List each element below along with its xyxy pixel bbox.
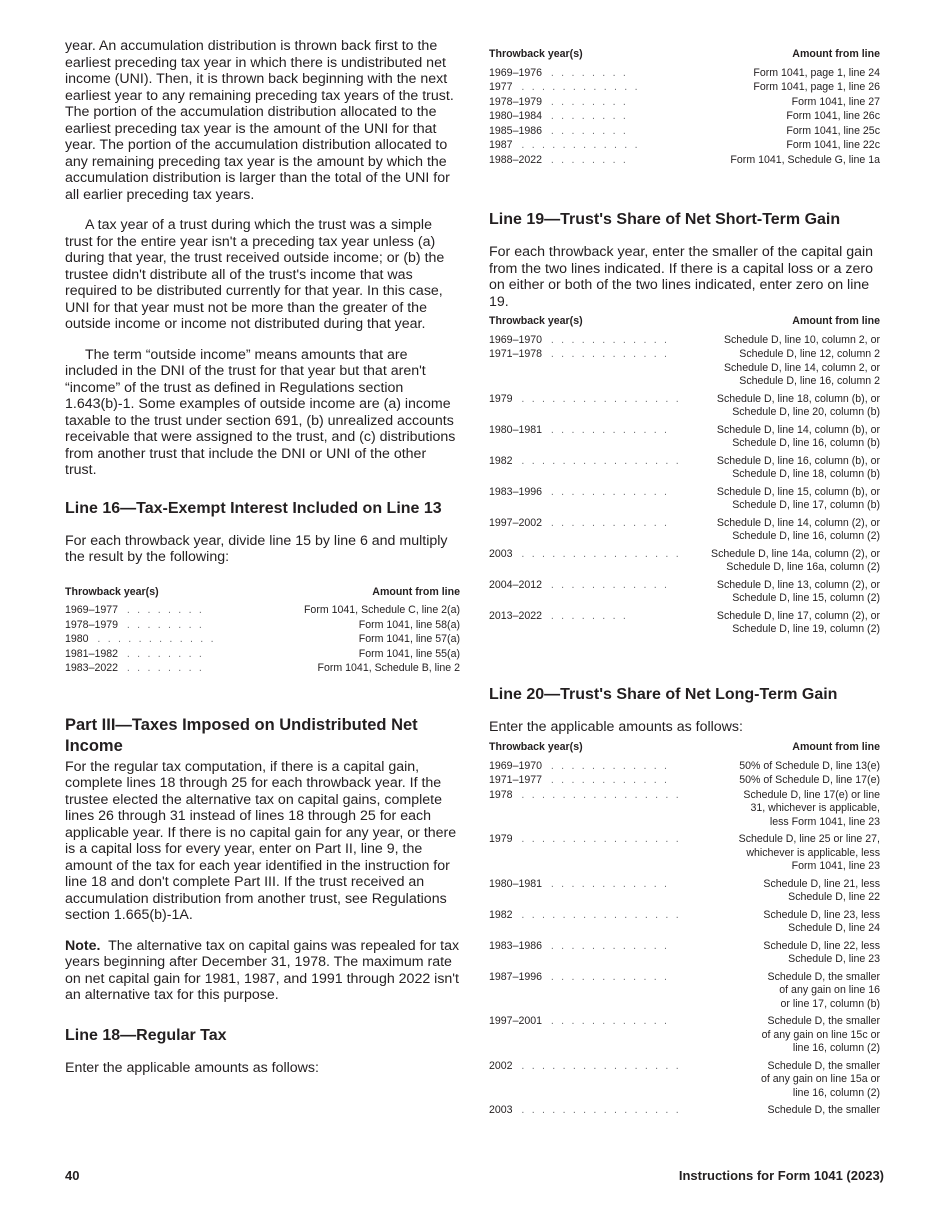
row-year: 1978–1979 — [489, 95, 543, 108]
leader-dots: . . . . . . . . . . . . — [550, 423, 670, 436]
row-amount: Schedule D, line 14, column (b), or Schedule D, line 16, column (b) — [716, 423, 880, 449]
row-amount: 50% of Schedule D, line 13(e) — [739, 759, 880, 772]
row-year: 2004–2012 — [489, 578, 543, 591]
row-year: 1980 — [65, 633, 89, 645]
leader-dots: . . . . . . . . . . . . . . . . — [521, 547, 681, 560]
row-year: 1971–1977 — [489, 774, 543, 786]
leader-dots: . . . . . . . . . . . . . . . . — [521, 1104, 681, 1116]
row-year: 1980–1981 — [489, 877, 543, 890]
leader-dots: . . . . . . . . . . . . — [550, 485, 670, 498]
table-row — [489, 548, 880, 579]
leader-dots: . . . . . . . . . . . . . . . . — [521, 392, 681, 405]
table-header-amount: Amount from line — [792, 48, 880, 60]
row-year: 2002 — [489, 1059, 513, 1072]
table-row — [489, 971, 880, 1016]
row-year: 1977 — [489, 81, 513, 93]
table-row — [489, 1060, 880, 1105]
table-header-year: Throwback year(s) — [65, 585, 159, 598]
table-row — [489, 1104, 880, 1119]
line20-table — [489, 741, 880, 1119]
row-amount: Schedule D, line 15, column (b), or Schedule D, line 17, column (b) — [716, 485, 880, 511]
table-row — [489, 110, 880, 125]
row-amount: Schedule D, line 18, column (b), or Schedule D, line 20, column (b) — [716, 392, 880, 418]
leader-dots: . . . . . . . . — [550, 153, 629, 166]
line16-text: For each throwback year, divide line 15 by line 6 and multiply the result by the following: — [65, 532, 448, 565]
row-year: 1987 — [489, 139, 513, 151]
note-label: Note. — [65, 937, 101, 954]
table-row — [65, 648, 460, 663]
left-column — [65, 38, 460, 1090]
table-row — [489, 517, 880, 548]
row-amount: Form 1041, page 1, line 26 — [753, 81, 880, 93]
leader-dots: . . . . . . . . . . . . — [550, 939, 670, 952]
leader-dots: . . . . . . . . — [550, 95, 629, 108]
leader-dots: . . . . . . . . — [550, 110, 629, 122]
table-header-amount: Amount from line — [792, 741, 880, 753]
row-amount: Schedule D, line 14, column (2), or Schedule D, line 16, column (2) — [716, 516, 880, 542]
line18-heading: Line 18—Regular Tax — [65, 1026, 227, 1044]
line18-text: Enter the applicable amounts as follows: — [65, 1059, 319, 1076]
row-amount: Form 1041, line 22c — [786, 139, 880, 151]
table-row — [489, 610, 880, 641]
line16-heading: Line 16—Tax-Exempt Interest Included on Line 13 — [65, 499, 442, 517]
row-amount: Form 1041, line 26c — [786, 110, 880, 122]
line18-table — [489, 48, 880, 168]
row-amount: Schedule D, the smaller of any gain on line 15a or line 16, column (2) — [761, 1059, 880, 1099]
row-amount: Schedule D, line 22, less Schedule D, line 23 — [763, 939, 880, 965]
table-row — [489, 774, 880, 789]
table-row — [65, 633, 460, 648]
leader-dots: . . . . . . . . . . . . — [550, 578, 670, 591]
table-row — [489, 878, 880, 909]
paragraph-outside-income: The term “outside income” means amounts that are included in the DNI of the trust for that year but that aren't “income” of the trust as defined in Regulations section 1.643(b)-1. Some examples of outside income are (a) income taxable to the trust under section 691, (b) unrealized accounts receivable that were assigned to the trust, and (c) distributions from another trust that include the DNI or UNI of the other trust. — [65, 346, 456, 478]
row-amount: Schedule D, line 21, less Schedule D, line 22 — [763, 877, 880, 903]
leader-dots: . . . . . . . . . . . . . . . . — [521, 908, 681, 921]
row-year: 1988–2022 — [489, 153, 543, 166]
row-year: 1985–1986 — [489, 124, 543, 137]
note-text: The alternative tax on capital gains was repealed for tax years beginning after December 31, 1978. The maximum rate on net capital gain for 1981, 1987, and 1991 through 2022 isn't an alternative tax for this purpose. — [65, 937, 460, 1003]
part3-heading: Part III—Taxes Imposed on Undistributed Net Income — [65, 715, 418, 755]
leader-dots: . . . . . . . . — [550, 66, 629, 79]
leader-dots: . . . . . . . . . . . . . . . . — [521, 454, 681, 467]
line20-text: Enter the applicable amounts as follows: — [489, 718, 743, 735]
table-row — [489, 789, 880, 834]
row-amount: Form 1041, Schedule G, line 1a — [730, 153, 880, 166]
line20-heading: Line 20—Trust's Share of Net Long-Term Gain — [489, 685, 838, 703]
table-row — [489, 455, 880, 486]
leader-dots: . . . . . . . . . . . . — [97, 633, 216, 645]
row-year: 1980–1981 — [489, 423, 543, 436]
row-amount: Schedule D, line 12, column 2 Schedule D, line 14, column 2, or Schedule D, line 16, column 2 — [723, 348, 880, 387]
leader-dots: . . . . . . . . . . . . — [521, 139, 640, 151]
paragraph-simple-trust: A tax year of a trust during which the trust was a simple trust for the entire year isn't a preceding tax year unless (a) during that year, the trust received outside income; or (b) the trustee didn't distribute all of the trust's income that was required to be distributed currently for that year. In this case, UNI for that year must not be more than the greater of the outside income or income not distributed during that year. — [65, 217, 445, 332]
table-row — [489, 139, 880, 154]
row-year: 1997–2001 — [489, 1015, 543, 1027]
table-row — [489, 424, 880, 455]
row-year: 1979 — [489, 833, 513, 845]
table-row — [489, 96, 880, 111]
leader-dots: . . . . . . . . — [126, 647, 205, 660]
table-row — [489, 486, 880, 517]
line19-text: For each throwback year, enter the smaller of the capital gain from the two lines indicated. If there is a capital loss or a zero on either or both of the two lines indicated, enter zero on line 19. — [489, 244, 874, 310]
table-row — [489, 760, 880, 775]
note-paragraph — [65, 938, 460, 1004]
row-year: 1981–1982 — [65, 647, 119, 660]
row-amount: Form 1041, line 58(a) — [358, 618, 460, 631]
table-row — [489, 940, 880, 971]
leader-dots: . . . . . . . . . . . . — [550, 774, 670, 786]
row-year: 1969–1976 — [489, 66, 543, 79]
row-amount: Form 1041, Schedule C, line 2(a) — [303, 604, 460, 616]
part3-text: For the regular tax computation, if there is a capital gain, complete lines 18 through 25 for each throwback year. If the trustee elected the alternative tax on capital gains, complete lines 26 through 31 instead of lines 18 through 25 for each applicable year. If there is no capital gain for any year, or there is a capital loss for every year, enter on Part II, line 9, the amount of the tax for each year identified in the instruction for line 18 and don't complete Part III. If the trust received an accumulation distribution from another trust, see Regulations section 1.665(b)-1A. — [65, 758, 457, 923]
row-year: 2003 — [489, 1104, 513, 1116]
leader-dots: . . . . . . . . — [550, 124, 629, 137]
row-year: 1983–1986 — [489, 939, 543, 952]
table-row — [489, 125, 880, 140]
row-amount: Schedule D, line 17, column (2), or Schedule D, line 19, column (2) — [716, 609, 880, 635]
paragraph-accumulation: year. An accumulation distribution is thrown back first to the earliest preceding tax year in which there is undistributed net income (UNI). Then, it is thrown back beginning with the next earliest year to any remaining preceding tax years of the trust. The portion of the accumulation distribution allocated to the earliest preceding tax year is the amount of the UNI for that year. The portion of the accumulation distribution allocated to any remaining preceding tax year is the amount by which the accumulation distribution is larger than the total of the UNI for all earlier preceding tax years. — [65, 38, 454, 203]
row-year: 1983–1996 — [489, 485, 543, 498]
row-year: 1979 — [489, 392, 513, 405]
table-row — [489, 334, 880, 349]
leader-dots: . . . . . . . . — [126, 618, 205, 631]
table-row — [65, 604, 460, 619]
leader-dots: . . . . . . . . — [550, 609, 629, 622]
row-year: 1997–2002 — [489, 516, 543, 529]
row-amount: Schedule D, line 13, column (2), or Schedule D, line 15, column (2) — [716, 578, 880, 604]
right-column — [489, 48, 880, 1119]
table-row — [65, 619, 460, 634]
line19-heading: Line 19—Trust's Share of Net Short-Term Gain — [489, 211, 841, 228]
page-number: 40 — [65, 1168, 80, 1183]
row-year: 1982 — [489, 908, 513, 921]
row-year: 1983–2022 — [65, 662, 119, 674]
row-amount: Schedule D, line 25 or line 27, whichever is applicable, less Form 1041, line 23 — [738, 833, 880, 872]
row-year: 1982 — [489, 454, 513, 467]
leader-dots: . . . . . . . . — [126, 604, 205, 616]
leader-dots: . . . . . . . . . . . . — [550, 516, 670, 529]
row-amount: Schedule D, the smaller of any gain on line 15c or line 16, column (2) — [761, 1015, 880, 1054]
leader-dots: . . . . . . . . . . . . — [550, 759, 670, 772]
leader-dots: . . . . . . . . . . . . . . . . — [521, 1059, 681, 1072]
row-amount: Schedule D, line 16, column (b), or Schedule D, line 18, column (b) — [716, 454, 880, 480]
line16-table — [65, 586, 460, 677]
row-amount: 50% of Schedule D, line 17(e) — [739, 774, 880, 786]
leader-dots: . . . . . . . . . . . . — [550, 348, 670, 360]
row-amount: Schedule D, line 17(e) or line 31, whichever is applicable, less Form 1041, line 23 — [743, 788, 880, 828]
table-header-amount: Amount from line — [372, 585, 460, 598]
leader-dots: . . . . . . . . . . . . — [521, 81, 640, 93]
leader-dots: . . . . . . . . . . . . . . . . — [521, 833, 681, 845]
table-row — [489, 1015, 880, 1060]
leader-dots: . . . . . . . . . . . . — [550, 970, 670, 983]
row-amount: Form 1041, line 27 — [791, 95, 880, 108]
document-title-footer: Instructions for Form 1041 (2023) — [678, 1168, 884, 1183]
row-amount: Form 1041, line 57(a) — [358, 633, 460, 645]
table-header-year: Throwback year(s) — [489, 48, 583, 60]
table-row — [489, 833, 880, 878]
row-year: 1987–1996 — [489, 970, 543, 983]
row-year: 1978 — [489, 788, 513, 801]
row-year: 2013–2022 — [489, 609, 543, 622]
leader-dots: . . . . . . . . . . . . — [550, 1015, 670, 1027]
table-header-year: Throwback year(s) — [489, 315, 583, 327]
leader-dots: . . . . . . . . . . . . . . . . — [521, 788, 681, 801]
leader-dots: . . . . . . . . . . . . — [550, 333, 670, 346]
row-amount: Form 1041, page 1, line 24 — [753, 66, 880, 79]
leader-dots: . . . . . . . . . . . . — [550, 877, 670, 890]
table-row — [65, 662, 460, 677]
row-year: 1969–1977 — [65, 604, 119, 616]
row-year: 1980–1984 — [489, 110, 543, 122]
row-amount: Schedule D, line 23, less Schedule D, line 24 — [763, 908, 880, 934]
line19-table — [489, 315, 880, 641]
row-amount: Form 1041, line 25c — [786, 124, 880, 137]
row-year: 1978–1979 — [65, 618, 119, 631]
table-row — [489, 348, 880, 393]
table-row — [489, 393, 880, 424]
row-year: 1969–1970 — [489, 759, 543, 772]
leader-dots: . . . . . . . . — [126, 662, 205, 674]
table-row — [489, 81, 880, 96]
row-amount: Schedule D, the smaller of any gain on line 16 or line 17, column (b) — [767, 970, 880, 1010]
row-year: 1971–1978 — [489, 348, 543, 360]
row-year: 1969–1970 — [489, 333, 543, 346]
row-amount: Schedule D, line 10, column 2, or — [723, 333, 880, 346]
row-amount: Schedule D, the smaller — [767, 1104, 880, 1116]
table-header-year: Throwback year(s) — [489, 741, 583, 753]
row-amount: Form 1041, Schedule B, line 2 — [317, 662, 460, 674]
row-amount: Schedule D, line 14a, column (2), or Schedule D, line 16a, column (2) — [711, 547, 880, 573]
table-row — [489, 909, 880, 940]
table-header-amount: Amount from line — [792, 315, 880, 327]
row-year: 2003 — [489, 547, 513, 560]
table-row — [489, 67, 880, 82]
row-amount: Form 1041, line 55(a) — [358, 647, 460, 660]
table-row — [489, 154, 880, 169]
table-row — [489, 579, 880, 610]
